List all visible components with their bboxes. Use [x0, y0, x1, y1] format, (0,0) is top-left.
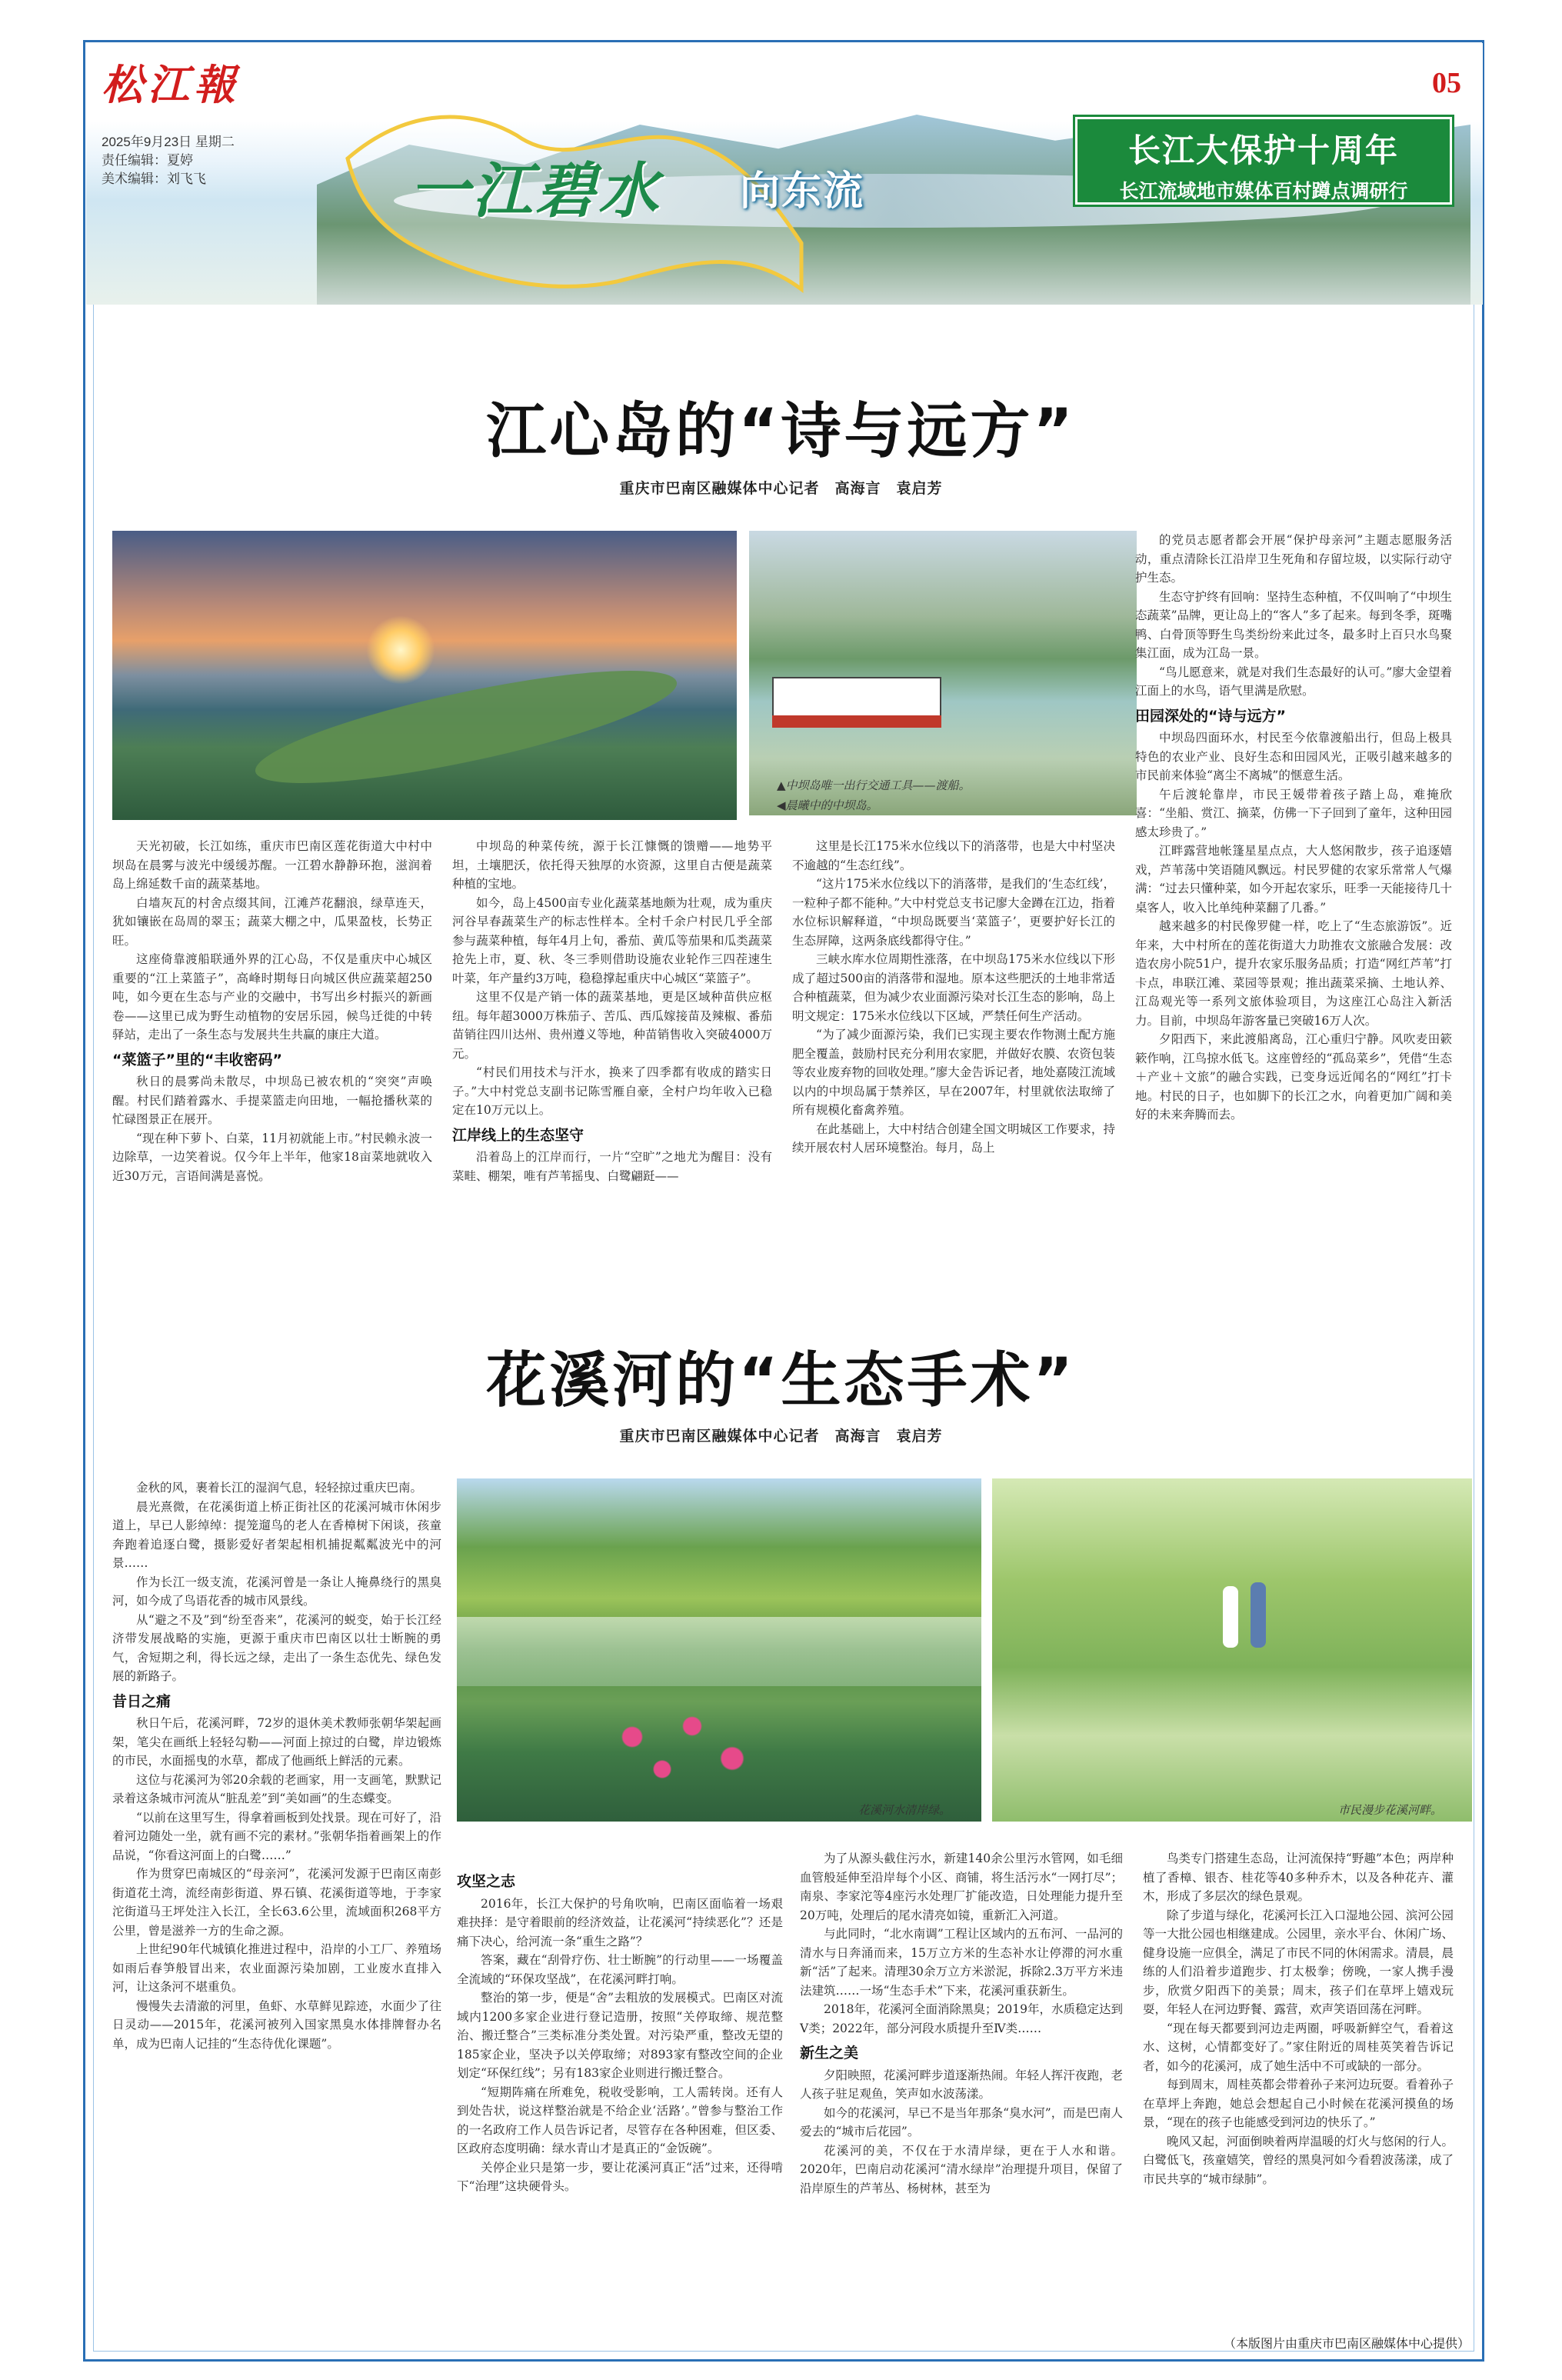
- article2-column-4: [1143, 1849, 1454, 2188]
- paragraph: “现在种下萝卜、白菜，11月初就能上市。”村民赖永波一边除草，一边笑着说。仅今年上半年，他家18亩菜地就收入近30万元，言语间满是喜悦。: [112, 1131, 432, 1183]
- article1-column-2: [452, 837, 772, 1185]
- article1-subhead-2: 江岸线上的生态坚守: [452, 1126, 585, 1144]
- paragraph: 秋日的晨雾尚未散尽，中坝岛已被农机的“突突”声唤醒。村民们踏着露水、手提菜篮走向田地，一幅抢播秋菜的忙碌图景正在展开。: [112, 1075, 432, 1126]
- article2-column-3: [800, 1849, 1123, 2198]
- paragraph: 午后渡轮靠岸，市民王媛带着孩子踏上岛，难掩欣喜：“坐船、赏江、摘菜，仿佛一下子回到了童年，这种田园感太珍贵了。”: [1135, 787, 1452, 839]
- paragraph: “鸟儿愿意来，就是对我们生态最好的认可。”廖大金望着江面上的水鸟，语气里满是欣慰。: [1135, 665, 1452, 698]
- paragraph: 的党员志愿者都会开展“保护母亲河”主题志愿服务活动，重点清除长江沿岸卫生死角和存留垃圾，以实际行动守护生态。: [1135, 533, 1452, 585]
- paragraph: 金秋的风，裹着长江的湿润气息，轻轻掠过重庆巴南。: [136, 1481, 423, 1495]
- article1-photo-ferry: [749, 531, 1137, 815]
- paragraph: 这位与花溪河为邻20余载的老画家，用一支画笔，默默记录着这条城市河流从“脏乱差”到“美如画”的生态蝶变。: [112, 1772, 441, 1805]
- article2-caption-river: 花溪河水清岸绿。: [858, 1803, 951, 1817]
- paragraph: 上世纪90年代城镇化推进过程中，沿岸的小工厂、养殖场如雨后春笋般冒出来，农业面源污染加剧，工业废水直排入河，让这条河不堪重负。: [112, 1942, 441, 1994]
- paragraph: 慢慢失去清澈的河里，鱼虾、水草鲜见踪迹，水面少了往日灵动——2015年，花溪河被列入国家黑臭水体排牌督办名单，成为巴南人记挂的“生态待优化课题”。: [112, 1998, 441, 2051]
- paragraph: 天光初破，长江如练，重庆市巴南区莲花街道大中村中坝岛在晨雾与波光中缓缓苏醒。一江碧水静静环抱，滋润着岛上绵延数千亩的蔬菜基地。: [112, 839, 432, 891]
- article2-column-1: [112, 1478, 441, 2053]
- article1-photo-sunrise-island: [112, 531, 737, 820]
- article2-byline: 重庆市巴南区融媒体中心记者 高海言 袁启芳: [619, 1428, 943, 1445]
- paragraph: 江畔露营地帐篷星星点点，大人悠闲散步，孩子追逐嬉戏，芦苇荡中笑语随风飘远。村民罗健的农家乐常常人气爆满：“过去只懂种菜，如今开起农家乐，旺季一天能接待几十桌客人，收入比单纯种菜翻了几番。”: [1135, 844, 1452, 915]
- photo-credit-note: （本版图片由重庆市巴南区融媒体中心提供）: [1223, 2338, 1470, 2351]
- article2-subhead-1: 昔日之痛: [112, 1692, 172, 1710]
- paragraph: 晚风又起，河面倒映着两岸温暖的灯火与悠闲的行人。白鹭低飞，孩童嬉笑，曾经的黑臭河如今看碧波荡漾，成了市民共享的“城市绿肺”。: [1143, 2134, 1454, 2186]
- article2-subhead-3: 新生之美: [800, 2045, 859, 2062]
- article1-caption-ferry: ▲中坝岛唯一出行交通工具——渡船。: [777, 778, 971, 792]
- paragraph: 夕阳映照，花溪河畔步道逐渐热闹。年轻人挥汗夜跑，老人孩子驻足观鱼，笑声如水波荡漾。: [800, 2068, 1123, 2101]
- paragraph: “以前在这里写生，得拿着画板到处找景。现在可好了，沿着河边随处一坐，就有画不完的素材。”张朝华指着画架上的作品说，“你看这河面上的白鹭……”: [112, 1810, 441, 1862]
- paragraph: 这座倚靠渡船联通外界的江心岛，不仅是重庆中心城区重要的“江上菜篮子”，高峰时期每日向城区供应蔬菜超250吨，如今更在生态与产业的交融中，书写出乡村振兴的新画卷——这里已成为野生动植物的安居乐园，候鸟迁徙的中转驿站，走出了一条生态与发展共生共赢的康庄大道。: [112, 952, 432, 1042]
- article2-headline: 花溪河的“生态手术”: [486, 1346, 1076, 1415]
- paragraph: 2018年，花溪河全面消除黑臭；2019年，水质稳定达到Ⅴ类；2022年，部分河段水质提升至Ⅳ类……: [800, 2002, 1123, 2035]
- banner-calligraphy-tail: 向东流: [740, 168, 865, 215]
- article1-caption-island: ◀晨曦中的中坝岛。: [777, 798, 878, 812]
- paragraph: 白墙灰瓦的村舍点缀其间，江滩芦花翻浪，绿草连天，犹如镶嵌在岛周的翠玉；蔬菜大棚之中，瓜果盈枝，长势正旺。: [112, 895, 432, 948]
- series-badge-subtitle: 长江流域地市媒体百村蹲点调研行: [1119, 180, 1408, 202]
- paragraph: 晨光熹微，在花溪街道上桥正街社区的花溪河城市休闲步道上，早已人影绰绰：提笼遛鸟的老人在香樟树下闲谈，孩童奔跑着追逐白鹭，摄影爱好者架起相机捕捉粼粼波光中的河景……: [112, 1499, 441, 1570]
- paragraph: 整治的第一步，便是“舍”去粗放的发展模式。巴南区对流域内1200多家企业进行登记造册，按照“关停取缔、规范整治、搬迁整合”三类标准分类处置。对污染严重，整改无望的185家企业，坚决予以关停取缔；对893家有整改空间的企业划定“环保红线”；另有183家企业则进行搬迁整合。: [457, 1991, 783, 2080]
- paragraph: 三峡水库水位周期性涨落，在中坝岛175米水位线以下形成了超过500亩的消落带和湿地。原本这些肥沃的土地非常适合种植蔬菜，但为减少农业面源污染对长江生态的影响，岛上明文规定：175米水位线以下区域，严禁任何生产活动。: [792, 952, 1115, 1023]
- page-number: 05: [1432, 67, 1461, 99]
- paragraph: “为了减少面源污染，我们已实现主要农作物测土配方施肥全覆盖，鼓励村民充分利用农家肥，并做好农膜、农资包装等农业废弃物的回收处理。”廖大金告诉记者，地处嘉陵江流域以内的中坝岛属于禁养区，早在2007年，村里就依法取缔了所有规模化畜禽养殖。: [792, 1028, 1115, 1117]
- page-header: [86, 43, 1483, 305]
- paragraph: “村民们用技术与汗水，换来了四季都有收成的踏实日子。”大中村党总支副书记陈雪雁自豪，全村户均年收入已稳定在10万元以上。: [452, 1065, 772, 1117]
- art-editor-credit: 美术编辑：刘飞飞: [102, 172, 206, 186]
- paragraph: 每到周末，周桂英都会带着孙子来河边玩耍。看着孙子在草坪上奔跑，她总会想起自己小时候在花溪河摸鱼的场景，“现在的孩子也能感受到河边的快乐了。”: [1143, 2078, 1454, 2129]
- paragraph: 花溪河的美，不仅在于水清岸绿，更在于人水和谐。2020年，巴南启动花溪河“清水绿岸”治理提升项目，保留了沿岸原生的芦苇丛、杨树林，甚至为: [800, 2143, 1123, 2195]
- paragraph: 从“避之不及”到“纷至沓来”，花溪河的蜕变，始于长江经济带发展战略的实施，更源于重庆市巴南区以壮士断腕的勇气，舍短期之利，得长远之绿，走出了一条生态优先、绿色发展的新路子。: [112, 1612, 441, 1683]
- article2-photo-river-flowers: [457, 1478, 981, 1822]
- paragraph: 作为贯穿巴南城区的“母亲河”，花溪河发源于巴南区南彭街道花土湾，流经南彭街道、界石镇、花溪街道等地，于李家沱街道马王坪处注入长江，全长63.6公里，流域面积268平方公里，曾是滋养一方的生命之源。: [112, 1867, 441, 1938]
- series-badge-title: 长江大保护十周年: [1127, 132, 1399, 169]
- article1-column-4: [1135, 531, 1452, 1125]
- article1-subhead-1: “菜篮子”里的“丰收密码”: [112, 1051, 282, 1068]
- article2-column-2: [457, 1849, 783, 2196]
- paragraph: “这片175米水位线以下的消落带，是我们的‘生态红线’，一粒种子都不能种。”大中村党总支书记廖大金蹲在江边，指着水位标识解释道，“中坝岛既要当‘菜篮子’，更要护好长江的生态屏障，这两条底线都得守住。”: [792, 877, 1115, 948]
- paragraph: “现在每天都要到河边走两圈，呼吸新鲜空气，看着这水、这树，心情都变好了。”家住附近的周桂英笑着告诉记者，如今的花溪河，成了她生活中不可或缺的一部分。: [1143, 2021, 1454, 2073]
- article1-headline: 江心岛的“诗与远方”: [486, 397, 1076, 466]
- paragraph: 在此基础上，大中村结合创建全国文明城区工作要求，持续开展农村人居环境整治。每月，岛上: [792, 1122, 1115, 1155]
- paragraph: 秋日午后，花溪河畔，72岁的退休美术教师张朝华架起画架，笔尖在画纸上轻轻勾勒——河面上掠过的白鹭，岸边锻炼的市民，水面摇曳的水草，都成了他画纸上鲜活的元素。: [112, 1716, 441, 1768]
- article2-caption-walkers: 市民漫步花溪河畔。: [1338, 1803, 1443, 1817]
- paragraph: 这里是长江175米水位线以下的消落带，也是大中村坚决不逾越的“生态红线”。: [792, 839, 1115, 872]
- paragraph: 生态守护终有回响：坚持生态种植，不仅叫响了“中坝生态蔬菜”品牌，更让岛上的“客人”多了起来。每到冬季，斑嘴鸭、白骨顶等野生鸟类纷纷来此过冬，最多时上百只水鸟聚集江面，成为江岛一景。: [1135, 589, 1452, 660]
- paragraph: 如今，岛上4500亩专业化蔬菜基地颇为壮观，成为重庆河谷早春蔬菜生产的标志性样本。全村千余户村民几乎全部参与蔬菜种植，每年4月上旬，番茄、黄瓜等茄果和瓜类蔬菜抢先上市，夏、秋、冬三季则借助设施农业轮作三四茬速生叶菜，年产量约3万吨，稳稳撑起重庆中心城区“菜篮子”。: [452, 895, 772, 985]
- banner-calligraphy: 一江碧水: [409, 156, 662, 226]
- issue-date: 2025年9月23日 星期二: [102, 135, 235, 149]
- paragraph: 这里不仅是产销一体的蔬菜基地，更是区域种苗供应枢纽。每年超3000万株茄子、苦瓜、西瓜嫁接苗及辣椒、番茄苗销往四川达州、贵州遵义等地，种苗销售收入突破4000万元。: [452, 990, 772, 1061]
- paragraph: 答案，藏在“刮骨疗伤、壮士断腕”的行动里——一场覆盖全流域的“环保攻坚战”，在花溪河畔打响。: [457, 1953, 783, 1986]
- paragraph: 如今的花溪河，早已不是当年那条“臭水河”，而是巴南人爱去的“城市后花园”。: [800, 2105, 1123, 2138]
- editor-credit: 责任编辑：夏婷: [102, 153, 193, 168]
- series-badge: [1075, 117, 1452, 205]
- article1-column-1: [112, 837, 432, 1185]
- paragraph: “短期阵痛在所难免，税收受影响，工人需转岗。还有人到处告状，说这样整治就是不给企业‘活路’。”曾参与整治工作的一名政府工作人员告诉记者，尽管存在各种困难，但区委、区政府态度明确：绿水青山才是真正的“金饭碗”。: [457, 2085, 783, 2155]
- newspaper-logo: 松江報: [102, 60, 240, 109]
- paragraph: 除了步道与绿化，花溪河长江入口湿地公园、滨河公园等一大批公园也相继建成。公园里，亲水平台、休闲广场、健身设施一应俱全，满足了市民不同的休闲需求。清晨，晨练的人们沿着步道跑步、打太极拳；傍晚，一家人携手漫步，欣赏夕阳西下的美景；周末，孩子们在草坪上嬉戏玩耍，年轻人在河边野餐、露营，欢声笑语回荡在河畔。: [1143, 1908, 1454, 2016]
- paragraph: 中坝岛四面环水，村民至今依靠渡船出行，但岛上极具特色的农业产业、良好生态和田园风光，正吸引越来越多的市民前来体验“离尘不离城”的惬意生活。: [1135, 731, 1452, 782]
- paragraph: 为了从源头截住污水，新建140余公里污水管网，如毛细血管般延伸至沿岸每个小区、商铺，将生活污水“一网打尽”；南泉、李家沱等4座污水处理厂扩能改造，日处理能力提升至20万吨，处理后的尾水清亮如镜，重新汇入河道。: [800, 1852, 1123, 1922]
- paragraph: 关停企业只是第一步，要让花溪河真正“活”过来，还得啃下“治理”这块硬骨头。: [457, 2160, 783, 2193]
- article1-byline: 重庆市巴南区融媒体中心记者 高海言 袁启芳: [619, 481, 943, 497]
- paragraph: 2016年，长江大保护的号角吹响，巴南区面临着一场艰难抉择：是守着眼前的经济效益，让花溪河“持续恶化”？还是痛下决心，给河流一条“重生之路”？: [457, 1896, 783, 1948]
- article2-photo-walkers: [992, 1478, 1472, 1822]
- article2-subhead-2: 攻坚之志: [457, 1873, 516, 1890]
- paragraph: 中坝岛的种菜传统，源于长江慷慨的馈赠——地势平坦，土壤肥沃，依托得天独厚的水资源，这里自古便是蔬菜种植的宝地。: [452, 839, 772, 891]
- paragraph: 与此同时，“北水南调”工程让区域内的五布河、一品河的清水与日奔涌而来，15万立方米的生态补水让停滞的河水重新“活”了起来。清理30余万立方米淤泥，拆除2.3万平方米违法建筑……一场“生态手术”下来，花溪河重获新生。: [800, 1927, 1123, 1998]
- paragraph: 鸟类专门搭建生态岛，让河流保持“野趣”本色；两岸种植了香樟、银杏、桂花等40多种乔木，以及各种花卉、灌木，形成了多层次的绿色景观。: [1143, 1852, 1454, 1903]
- paragraph: 夕阳西下，来此渡船离岛，江心重归宁静。风吹麦田簌簌作响，江鸟掠水低飞。这座曾经的“孤岛菜乡”，凭借“生态＋产业＋文旅”的融合实践，已变身远近闻名的“网红”打卡地。村民的日子，也如脚下的长江之水，向着更加广阔和美好的未来奔腾而去。: [1135, 1032, 1452, 1122]
- paragraph: 越来越多的村民像罗健一样，吃上了“生态旅游饭”。近年来，大中村所在的莲花街道大力助推农文旅融合发展：改造农房小院51户，提升农家乐服务品质；打造“网红芦苇”打卡点，串联江滩、菜园等景观；推出蔬菜采摘、土地认养、江岛观光等一系列文旅体验项目，为这座江心岛注入新活力。目前，中坝岛年游客量已突破16万人次。: [1135, 919, 1452, 1028]
- paragraph: 作为长江一级支流，花溪河曾是一条让人掩鼻绕行的黑臭河，如今成了鸟语花香的城市风景线。: [112, 1575, 441, 1608]
- paragraph: 沿着岛上的江岸而行，一片“空旷”之地尤为醒目：没有菜畦、棚架，唯有芦苇摇曳、白鹭翩跹——: [452, 1150, 772, 1183]
- article1-subhead-3: 田园深处的“诗与远方”: [1135, 707, 1286, 725]
- article1-column-3: [792, 837, 1115, 1158]
